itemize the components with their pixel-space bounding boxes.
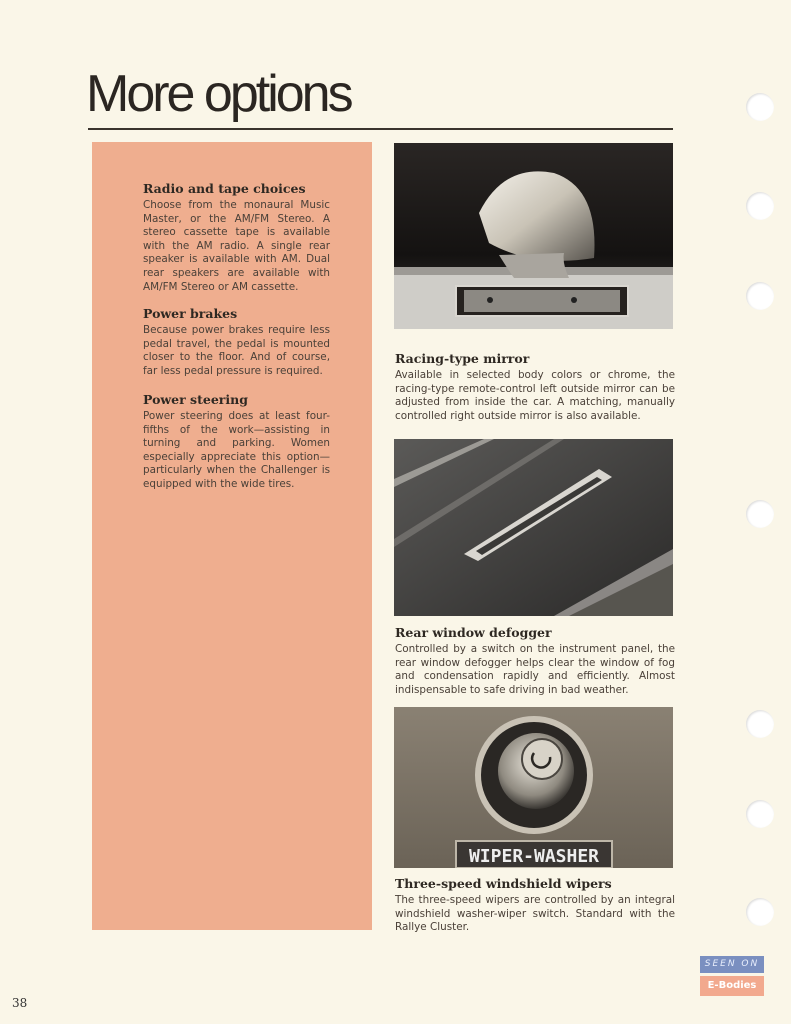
page-number: 38 (12, 996, 28, 1010)
section-body: The three-speed wipers are controlled by an integral windshield washer-wiper switch. Standard with the Rallye Cluster. (395, 894, 675, 934)
wiper-photo (394, 707, 673, 868)
binder-hole (746, 500, 774, 528)
wiper-washer-label: WIPER-WASHER (468, 846, 600, 867)
section-power-brakes (143, 306, 330, 378)
binder-hole (746, 800, 774, 828)
section-heading: Three-speed windshield wipers (395, 876, 612, 891)
section-rear-defogger (395, 625, 675, 697)
section-heading: Radio and tape choices (143, 181, 306, 196)
section-heading: Racing-type mirror (395, 351, 530, 366)
section-heading: Rear window defogger (395, 625, 552, 640)
defogger-photo (394, 439, 673, 616)
section-body: Because power brakes require less pedal travel, the pedal is mounted closer to the floor. And of course, far less pedal pressure is required. (143, 324, 330, 377)
seen-on-badge[interactable] (700, 956, 764, 1000)
title-rule (88, 128, 673, 130)
section-racing-mirror (395, 351, 675, 423)
page-title: More options (86, 65, 351, 123)
badge-bottom: E-Bodies (700, 976, 764, 996)
section-radio (143, 181, 330, 294)
section-body: Choose from the monaural Music Master, or the AM/FM Stereo. A stereo cassette tape is available with the AM radio. A single rear speaker is available with AM. Dual rear speakers are available with AM/FM Stereo or AM cassette. (143, 199, 330, 293)
binder-hole (746, 192, 774, 220)
section-heading: Power steering (143, 392, 248, 407)
binder-hole (746, 898, 774, 926)
mirror-photo (394, 143, 673, 329)
section-power-steering (143, 392, 330, 492)
section-wipers (395, 876, 675, 935)
badge-top: SEEN ON (700, 956, 764, 973)
section-heading: Power brakes (143, 306, 238, 321)
section-body: Controlled by a switch on the instrument panel, the rear window defogger helps clear the window of fog and condensation rapidly and efficiently. Almost indispensable to safe driving in bad weather. (395, 643, 675, 696)
section-body: Available in selected body colors or chrome, the racing-type remote-control left outside mirror can be adjusted from inside the car. A matching, manually controlled right outside mirror is also available. (395, 369, 675, 422)
binder-hole (746, 282, 774, 310)
binder-hole (746, 710, 774, 738)
section-body: Power steering does at least four-fifths of the work—assisting in turning and parking. Women especially appreciate this option—particularly when the Challenger is equipped with the wide tires. (143, 410, 330, 490)
binder-hole (746, 93, 774, 121)
